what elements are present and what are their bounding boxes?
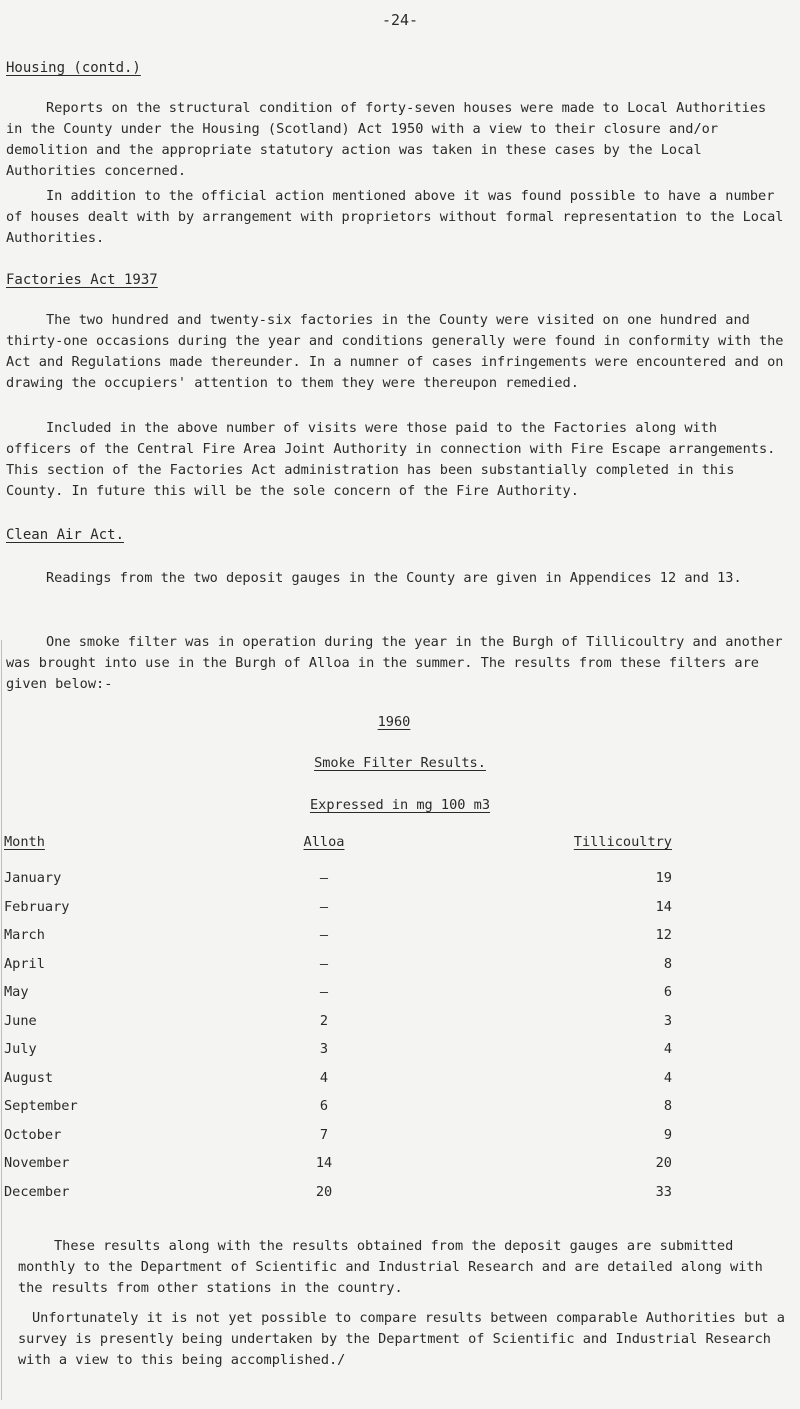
- header-tillicoultry: Tillicoultry: [573, 834, 672, 850]
- page-number: -24-: [381, 11, 419, 29]
- housing-paragraph-1: Reports on the structural condition of forty-seven houses were made to Local Authorities in the County under the Housing (Scotland) Act 1950 with a view to their closure and/or demolition and the appropriate statutory action was taken in these cases by the Local Authorities concerned.: [6, 100, 767, 179]
- alloa-cell: 14: [315, 1155, 333, 1171]
- table-row: [4, 1153, 672, 1182]
- header-alloa: Alloa: [303, 834, 345, 850]
- month-cell: December: [4, 1183, 70, 1200]
- tillicoultry-cell: 12: [655, 927, 672, 943]
- month-cell: June: [4, 1012, 37, 1029]
- tillicoultry-cell: 8: [663, 955, 672, 972]
- alloa-cell: 4: [319, 1069, 329, 1086]
- tillicoultry-cell: 4: [663, 1041, 672, 1057]
- alloa-cell: –: [319, 955, 329, 972]
- table-year: 1960: [377, 714, 411, 730]
- closing-paragraph-2: Unfortunately it is not yet possible to compare results between comparable Authorities but a survey is presently being undertaken by the Department of Scientific and Industrial Research with a view to this being accomplished./: [18, 1310, 785, 1368]
- month-cell: August: [4, 1069, 54, 1086]
- alloa-cell: –: [319, 927, 329, 943]
- table-row: [4, 868, 672, 897]
- tillicoultry-cell: 8: [663, 1098, 672, 1114]
- table-row: [4, 1182, 672, 1211]
- clean-air-paragraph-1: Readings from the two deposit gauges in the County are given in Appendices 12 and 13.: [46, 570, 742, 586]
- tillicoultry-cell: 33: [655, 1183, 672, 1200]
- alloa-cell: 6: [319, 1098, 329, 1114]
- table-title: Smoke Filter Results.: [314, 755, 486, 771]
- month-cell: March: [4, 927, 45, 943]
- table-unit: Expressed in mg 100 m3: [309, 797, 491, 813]
- tillicoultry-cell: 3: [663, 1012, 672, 1029]
- table-row: [4, 1011, 672, 1040]
- month-cell: November: [4, 1155, 70, 1171]
- housing-paragraph-2: In addition to the official action mentioned above it was found possible to have a number of houses dealt with by arrangement with proprietors without formal representation to the Local Authorities.: [6, 188, 784, 246]
- alloa-cell: 3: [319, 1041, 329, 1057]
- closing-paragraph-1: These results along with the results obtained from the deposit gauges are submitted monthly to the Department of Scientific and Industrial Research and are detailed along with the results from other stations in the country.: [18, 1238, 763, 1296]
- factories-paragraph-1: The two hundred and twenty-six factories in the County were visited on one hundred and thirty-one occasions during the year and conditions generally were found in conformity with the Act and Regulations made thereunder. In a numner of cases infringements were encountered and on drawing the occupiers' attention to them they were thereupon remedied.: [6, 312, 784, 391]
- binding-edge-line: [1, 640, 2, 1400]
- clean-air-heading: Clean Air Act.: [6, 527, 125, 543]
- alloa-cell: 20: [315, 1183, 333, 1200]
- month-cell: May: [4, 984, 29, 1000]
- alloa-cell: 7: [319, 1126, 329, 1143]
- tillicoultry-cell: 6: [663, 984, 672, 1000]
- alloa-cell: –: [319, 870, 329, 886]
- table-row: [4, 1039, 672, 1068]
- table-header-row: [4, 832, 672, 868]
- month-cell: April: [4, 955, 45, 972]
- housing-heading: Housing (contd.): [6, 60, 141, 76]
- table-row: [4, 954, 672, 983]
- month-cell: October: [4, 1126, 62, 1143]
- tillicoultry-cell: 4: [663, 1069, 672, 1086]
- month-cell: September: [4, 1098, 78, 1114]
- tillicoultry-cell: 14: [655, 898, 672, 915]
- table-row: [4, 897, 672, 926]
- table-row: [4, 925, 672, 954]
- alloa-cell: –: [319, 984, 329, 1000]
- table-row: [4, 1096, 672, 1125]
- month-cell: February: [4, 898, 70, 915]
- month-cell: January: [4, 870, 62, 886]
- table-row: [4, 982, 672, 1011]
- factories-heading: Factories Act 1937: [6, 272, 158, 288]
- tillicoultry-cell: 19: [655, 870, 672, 886]
- clean-air-paragraph-2: One smoke filter was in operation during the year in the Burgh of Tillicoultry and another was brought into use in the Burgh of Alloa in the summer. The results from these filters are given below:-: [6, 634, 783, 692]
- month-cell: July: [4, 1041, 37, 1057]
- table-row: [4, 1068, 672, 1097]
- alloa-cell: –: [319, 898, 329, 915]
- header-month: Month: [4, 834, 45, 850]
- smoke-filter-table: [4, 832, 672, 1210]
- tillicoultry-cell: 9: [663, 1126, 672, 1143]
- alloa-cell: 2: [319, 1012, 329, 1029]
- table-row: [4, 1125, 672, 1154]
- factories-paragraph-2: Included in the above number of visits were those paid to the Factories along with officers of the Central Fire Area Joint Authority in connection with Fire Escape arrangements. This section of the Factories Act administration has been substantially completed in this County. In future this will be the sole concern of the Fire Authority.: [6, 420, 776, 499]
- tillicoultry-cell: 20: [655, 1155, 672, 1171]
